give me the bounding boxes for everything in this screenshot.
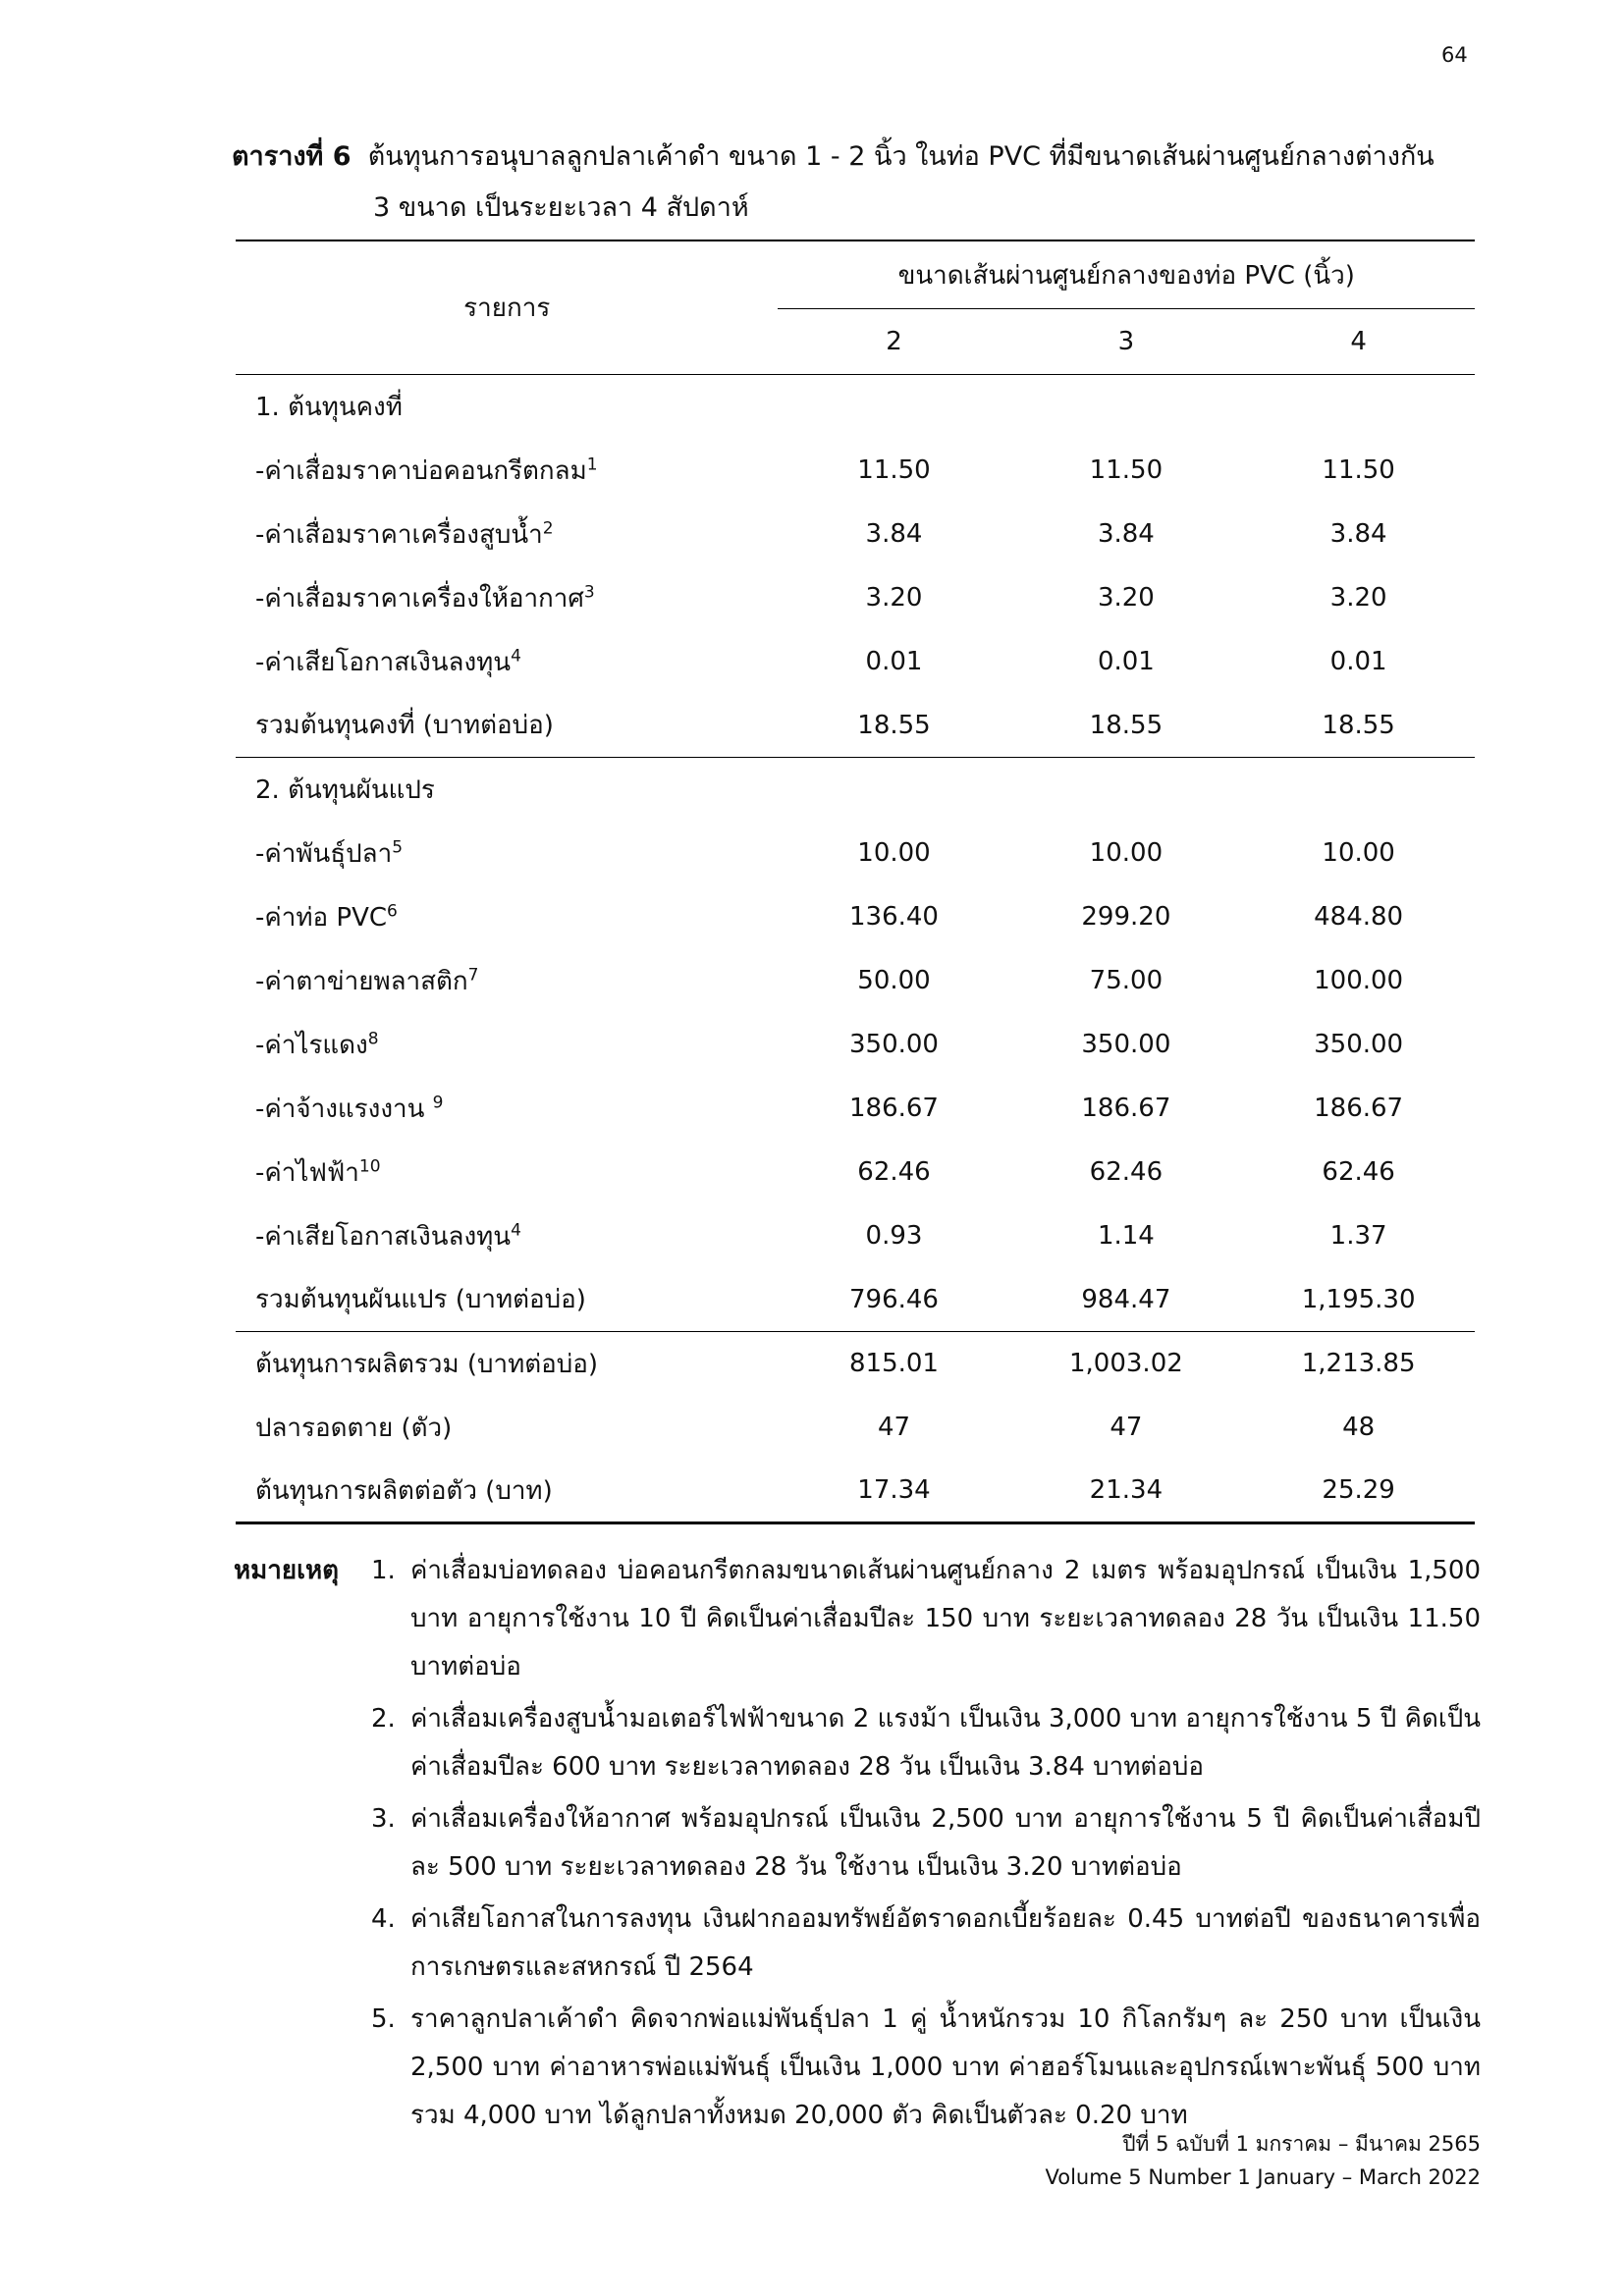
row-label: -ค่าท่อ PVC$^6$ (255, 900, 398, 933)
table-row (236, 503, 1475, 566)
note-number: 3. (371, 1804, 396, 1834)
cell-value: 10.00 (1322, 838, 1395, 868)
cell-value: 11.50 (1322, 455, 1395, 485)
row-label: -ค่าเสียโอกาสเงินลงทุน$^4$ (255, 1219, 521, 1252)
table-row (236, 1141, 1475, 1204)
table-caption (232, 132, 1479, 234)
summary-row (236, 1396, 1475, 1460)
footer-issue-english: Volume 5 Number 1 January – March 2022 (1045, 2165, 1481, 2189)
cell-value: 3.84 (1329, 519, 1387, 549)
cell-value: 3.20 (1329, 583, 1387, 613)
note-item (234, 1795, 1481, 1892)
cell-value: 350.00 (849, 1030, 939, 1059)
row-label: -ค่าจ้างแรงงาน $^9$ (255, 1092, 444, 1124)
table-row (236, 1013, 1475, 1077)
note-number: 5. (371, 2004, 396, 2034)
section-title-row (236, 375, 1475, 439)
cell-value: 350.00 (1314, 1030, 1404, 1059)
cell-value: 0.01 (1329, 647, 1387, 676)
page-number: 64 (1441, 43, 1468, 67)
cost-table (236, 240, 1475, 1524)
note-text: ค่าเสื่อมเครื่องให้อากาศ พร้อมอุปกรณ์ เป็นเงิน 2,500 บาท อายุการใช้งาน 5 ปี คิดเป็นค่าเสื่อมปีละ 500 บาท ระยะเวลาทดลอง 28 วัน ใช้งาน เป็นเงิน 3.20 บาทต่อบ่อ (410, 1804, 1481, 1882)
table-header-row (236, 240, 1475, 309)
row-label: -ค่าตาข่ายพลาสติก$^7$ (255, 964, 479, 996)
cell-value: 17.34 (857, 1475, 931, 1506)
cell-value: 11.50 (1089, 455, 1164, 485)
cell-value: 21.34 (1089, 1475, 1164, 1506)
subtotal-row (236, 694, 1475, 758)
table-row (236, 822, 1475, 885)
summary-row (236, 1460, 1475, 1523)
cell-value: 0.01 (1097, 647, 1155, 676)
row-label: -ค่าไรแดง$^8$ (255, 1028, 379, 1060)
cell-value: 18.55 (857, 710, 931, 740)
row-label: ต้นทุนการผลิตต่อตัว (บาท) (255, 1475, 553, 1506)
notes-label: หมายเหตุ (234, 1556, 340, 1585)
column-header: 4 (1350, 327, 1367, 356)
cell-value: 62.46 (1322, 1157, 1395, 1187)
cell-value: 815.01 (849, 1349, 939, 1379)
notes-section (234, 1547, 1481, 2144)
cell-value: 0.93 (865, 1221, 923, 1251)
cell-value: 10.00 (1089, 838, 1164, 868)
column-header: 3 (1117, 327, 1135, 356)
row-label: รวมต้นทุนผันแปร (บาทต่อบ่อ) (255, 1285, 586, 1315)
cell-value: 484.80 (1314, 902, 1404, 932)
note-item (234, 1996, 1481, 2140)
cell-value: 3.84 (865, 519, 923, 549)
cell-value: 18.55 (1089, 710, 1164, 740)
cell-value: 350.00 (1081, 1030, 1171, 1059)
note-item (234, 1695, 1481, 1791)
cell-value: 1,213.85 (1301, 1349, 1416, 1379)
note-item (234, 1896, 1481, 1992)
column-header: 2 (886, 327, 902, 356)
cell-value: 48 (1342, 1413, 1376, 1442)
cell-value: 75.00 (1089, 966, 1164, 995)
cell-value: 50.00 (857, 966, 931, 995)
cell-value: 47 (877, 1413, 911, 1442)
cell-value: 136.40 (849, 902, 939, 932)
caption-label: ตารางที่ 6 (232, 141, 352, 172)
table-row (236, 630, 1475, 694)
cell-value: 1.37 (1329, 1221, 1387, 1251)
footer-issue-thai: ปีที่ 5 ฉบับที่ 1 มกราคม – มีนาคม 2565 (1122, 2132, 1481, 2156)
cell-value: 796.46 (849, 1284, 939, 1314)
table-row (236, 885, 1475, 949)
cell-value: 10.00 (857, 838, 931, 868)
cell-value: 1,195.30 (1301, 1284, 1416, 1314)
caption-line-2: 3 ขนาด เป็นระยะเวลา 4 สัปดาห์ (373, 192, 749, 223)
note-item (234, 1547, 1481, 1691)
cell-value: 11.50 (857, 455, 931, 485)
cell-value: 100.00 (1314, 966, 1404, 995)
cell-value: 186.67 (1081, 1094, 1171, 1123)
cell-value: 0.01 (865, 647, 923, 676)
group-header: ขนาดเส้นผ่านศูนย์กลางของท่อ PVC (นิ้ว) (778, 240, 1475, 309)
section-title-row (236, 758, 1475, 822)
cell-value: 3.20 (1097, 583, 1155, 613)
cell-value: 62.46 (857, 1157, 931, 1187)
cell-value: 3.84 (1097, 519, 1155, 549)
table-row (236, 1204, 1475, 1268)
cell-value: 1,003.02 (1069, 1349, 1183, 1379)
summary-row (236, 1332, 1475, 1396)
row-label: -ค่าเสียโอกาสเงินลงทุน$^4$ (255, 645, 521, 677)
cell-value: 62.46 (1089, 1157, 1164, 1187)
table-row (236, 566, 1475, 630)
caption-line-1 (232, 132, 1479, 183)
row-label: -ค่าเสื่อมราคาเครื่องให้อากาศ$^3$ (255, 581, 595, 614)
cell-value: 186.67 (1314, 1094, 1404, 1123)
row-label: -ค่าพันธุ์ปลา$^5$ (255, 836, 404, 869)
note-number: 2. (371, 1704, 396, 1734)
table-row (236, 439, 1475, 503)
section-title: 2. ต้นทุนผันแปร (255, 774, 435, 805)
cell-value: 984.47 (1081, 1284, 1171, 1314)
cell-value: 18.55 (1322, 710, 1395, 740)
note-text: ค่าเสื่อมเครื่องสูบน้ำมอเตอร์ไฟฟ้าขนาด 2 แรงม้า เป็นเงิน 3,000 บาท อายุการใช้งาน 5 ปี คิดเป็นค่าเสื่อมปีละ 600 บาท ระยะเวลาทดลอง 28 วัน เป็นเงิน 3.84 บาทต่อบ่อ (410, 1704, 1481, 1782)
row-label: -ค่าไฟฟ้า$^{10}$ (255, 1155, 381, 1188)
cell-value: 299.20 (1081, 902, 1171, 932)
subtotal-row (236, 1268, 1475, 1332)
cell-value: 3.20 (865, 583, 923, 613)
section-title: 1. ต้นทุนคงที่ (255, 392, 403, 422)
note-number: 4. (371, 1904, 396, 1934)
row-label: ปลารอดตาย (ตัว) (255, 1413, 453, 1443)
cell-value: 25.29 (1322, 1475, 1395, 1506)
cell-value: 186.67 (849, 1094, 939, 1123)
note-number: 1. (371, 1556, 396, 1585)
row-label: -ค่าเสื่อมราคาบ่อคอนกรีตกลม$^1$ (255, 454, 598, 486)
row-label: ต้นทุนการผลิตรวม (บาทต่อบ่อ) (255, 1349, 599, 1379)
cell-value: 47 (1110, 1413, 1143, 1442)
table-row (236, 949, 1475, 1013)
row-label: -ค่าเสื่อมราคาเครื่องสูบน้ำ$^2$ (255, 517, 554, 550)
note-text: ค่าเสื่อมบ่อทดลอง บ่อคอนกรีตกลมขนาดเส้นผ่านศูนย์กลาง 2 เมตร พร้อมอุปกรณ์ เป็นเงิน 1,500 บาท อายุการใช้งาน 10 ปี คิดเป็นค่าเสื่อมปีละ 150 บาท ระยะเวลาทดลอง 28 วัน เป็นเงิน 11.50 บาทต่อบ่อ (410, 1556, 1481, 1682)
item-header: รายการ (463, 294, 551, 323)
row-label: รวมต้นทุนคงที่ (บาทต่อบ่อ) (255, 711, 554, 741)
note-text: ค่าเสียโอกาสในการลงทุน เงินฝากออมทรัพย์อัตราดอกเบี้ยร้อยละ 0.45 บาทต่อปี ของธนาคารเพื่อการเกษตรและสหกรณ์ ปี 2564 (410, 1904, 1481, 1982)
caption-text-1: ต้นทุนการอนุบาลลูกปลาเค้าดำ ขนาด 1 - 2 นิ้ว ในท่อ PVC ที่มีขนาดเส้นผ่านศูนย์กลางต่างกัน (367, 141, 1435, 172)
table-row (236, 1077, 1475, 1141)
cell-value: 1.14 (1097, 1221, 1155, 1251)
note-text: ราคาลูกปลาเค้าดำ คิดจากพ่อแม่พันธุ์ปลา 1 คู่ น้ำหนักรวม 10 กิโลกรัมๆ ละ 250 บาท เป็นเงิน 2,500 บาท ค่าอาหารพ่อแม่พันธุ์ เป็นเงิน 1,000 บาท ค่าฮอร์โมนและอุปกรณ์เพาะพันธุ์ 500 บาท รวม 4,000 บาท ได้ลูกปลาทั้งหมด 20,000 ตัว คิดเป็นตัวละ 0.20 บาท (410, 2004, 1481, 2130)
